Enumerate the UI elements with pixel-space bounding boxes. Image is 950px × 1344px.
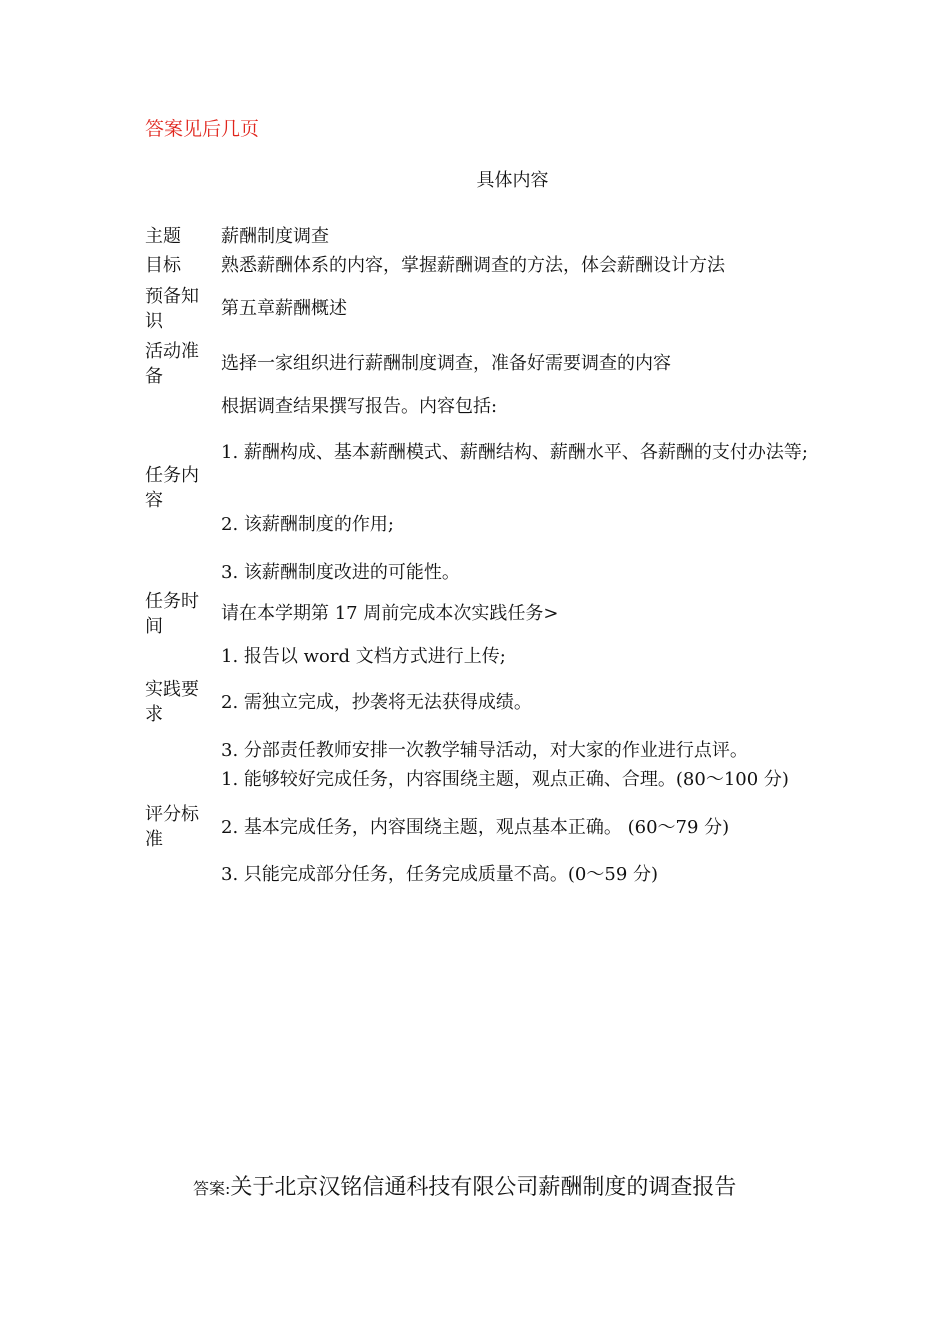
task-item-2: 2. 该薪酬制度的作用; [221, 514, 394, 535]
label-requirements: 实践要求 [145, 679, 199, 725]
label-prereq: 预备知识 [145, 286, 199, 332]
answer-location-note: 答案见后几页 [145, 118, 260, 140]
label-goal: 目标 [145, 255, 181, 276]
label-task: 任务内容 [145, 465, 199, 511]
label-topic: 主题 [145, 226, 181, 247]
grading-item-3: 3. 只能完成部分任务，任务完成质量不高。(0～59 分) [221, 864, 659, 885]
value-goal: 熟悉薪酬体系的内容，掌握薪酬调查的方法，体会薪酬设计方法 [221, 255, 725, 276]
grading-item-1: 1. 能够较好完成任务，内容围绕主题，观点正确、合理。(80～100 分) [221, 769, 789, 790]
requirement-item-3: 3. 分部责任教师安排一次教学辅导活动，对大家的作业进行点评。 [221, 740, 748, 761]
section-heading: 具体内容 [476, 170, 549, 191]
value-prereq: 第五章薪酬概述 [221, 298, 347, 319]
label-time: 任务时间 [145, 591, 199, 637]
requirement-item-1: 1. 报告以 word 文档方式进行上传; [221, 646, 506, 667]
value-prep: 选择一家组织进行薪酬制度调查，准备好需要调查的内容 [221, 353, 671, 374]
value-topic: 薪酬制度调查 [221, 226, 329, 247]
grading-item-2: 2. 基本完成任务，内容围绕主题，观点基本正确。 (60～79 分) [221, 817, 730, 838]
task-item-3: 3. 该薪酬制度改进的可能性。 [221, 562, 460, 583]
answer-heading [193, 1170, 736, 1201]
requirement-item-2: 2. 需独立完成，抄袭将无法获得成绩。 [221, 692, 532, 713]
value-time: 请在本学期第 17 周前完成本次实践任务> [221, 603, 559, 624]
answer-title: 关于北京汉铭信通科技有限公司薪酬制度的调查报告 [230, 1175, 737, 1200]
task-item-1: 1. 薪酬构成、基本薪酬模式、薪酬结构、薪酬水平、各薪酬的支付办法等; [221, 442, 808, 463]
task-intro: 根据调查结果撰写报告。内容包括: [221, 396, 498, 417]
label-prep: 活动准备 [145, 341, 199, 387]
label-grading: 评分标准 [145, 804, 199, 850]
answer-prefix: 答案: [193, 1179, 231, 1198]
